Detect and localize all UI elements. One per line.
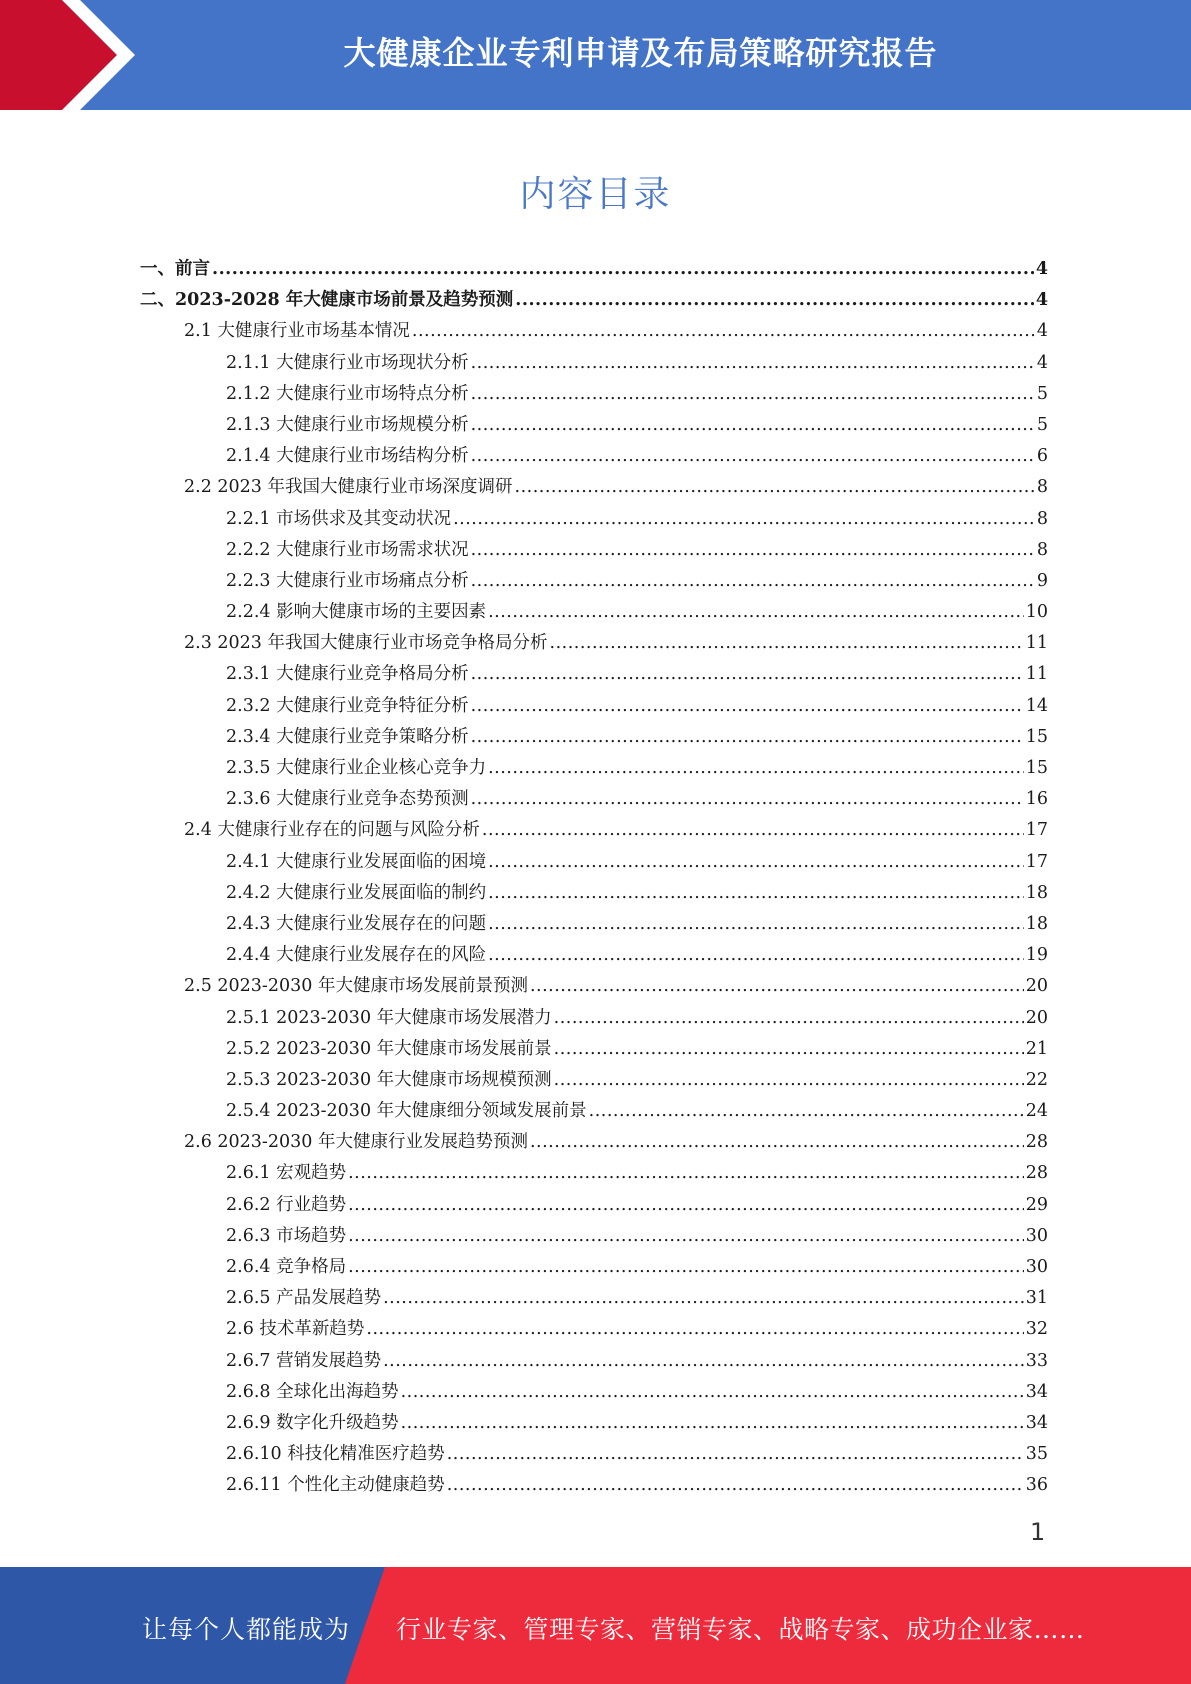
toc-entry-label: 2.5.4 2023-2030 年大健康细分领域发展前景 — [226, 1101, 587, 1122]
toc-entry[interactable] — [140, 910, 1048, 941]
toc-entry-page: 4 — [1036, 352, 1048, 373]
toc-entry[interactable] — [140, 1347, 1048, 1378]
toc-leader-dots — [550, 633, 1024, 653]
toc-leader-dots — [554, 1070, 1024, 1090]
toc-entry[interactable] — [140, 598, 1048, 629]
toc-leader-dots — [383, 1288, 1024, 1308]
toc-entry-label: 2.3.5 大健康行业企业核心竞争力 — [226, 758, 487, 778]
page-number: 1 — [1030, 1518, 1046, 1546]
toc-entry-label: 2.4 大健康行业存在的问题与风险分析 — [184, 820, 480, 841]
toc-entry-label: 2.4.1 大健康行业发展面临的困境 — [226, 851, 487, 872]
toc-entry[interactable] — [140, 286, 1048, 317]
toc-entry-page: 21 — [1025, 1038, 1048, 1059]
toc-leader-dots — [412, 321, 1035, 341]
toc-entry-page: 15 — [1025, 758, 1048, 778]
toc-entry[interactable] — [140, 848, 1048, 879]
toc-leader-dots — [471, 446, 1035, 466]
toc-entry-page: 4 — [1035, 259, 1048, 279]
toc-entry[interactable] — [140, 1222, 1048, 1253]
toc-leader-dots — [366, 1319, 1023, 1339]
toc-entry-label: 2.6.9 数字化升级趋势 — [226, 1412, 399, 1433]
toc-entry-label: 2.3.1 大健康行业竞争格局分析 — [226, 664, 469, 685]
toc-leader-dots — [348, 1257, 1024, 1277]
toc-entry-label: 2.6.3 市场趋势 — [226, 1225, 347, 1246]
toc-entry-page: 11 — [1025, 633, 1048, 654]
toc-leader-dots — [401, 1382, 1024, 1402]
toc-entry-label: 2.6 技术革新趋势 — [226, 1319, 365, 1340]
toc-entry-label: 2.6.8 全球化出海趋势 — [226, 1381, 399, 1402]
toc-entry[interactable] — [140, 1378, 1048, 1409]
toc-entry-page: 5 — [1036, 414, 1048, 435]
toc-entry-page: 6 — [1036, 446, 1048, 467]
toc-entry-label: 2.5.1 2023-2030 年大健康市场发展潜力 — [226, 1007, 552, 1028]
toc-entry[interactable] — [140, 536, 1048, 567]
toc-entry[interactable] — [140, 380, 1048, 411]
toc-entry-label: 2.6.4 竞争格局 — [226, 1257, 347, 1277]
toc-leader-dots — [401, 1413, 1024, 1433]
toc-entry-label: 2.2.3 大健康行业市场痛点分析 — [226, 570, 469, 591]
toc-entry-page: 4 — [1036, 321, 1048, 342]
toc-leader-dots — [447, 1444, 1024, 1464]
toc-entry-label: 2.5 2023-2030 年大健康市场发展前景预测 — [184, 976, 528, 997]
toc-entry-label: 2.1.2 大健康行业市场特点分析 — [226, 383, 469, 404]
toc-entry[interactable] — [140, 1409, 1048, 1440]
toc-entry-label: 2.2.2 大健康行业市场需求状况 — [226, 539, 469, 560]
toc-leader-dots — [471, 353, 1035, 373]
toc-entry[interactable] — [140, 411, 1048, 442]
toc-entry-page: 24 — [1025, 1101, 1048, 1122]
toc-entry-page: 28 — [1025, 1163, 1048, 1184]
toc-entry-label: 2.6 2023-2030 年大健康行业发展趋势预测 — [184, 1132, 528, 1153]
toc-entry-label: 2.3.2 大健康行业竞争特征分析 — [226, 695, 469, 716]
toc-entry-label: 2.4.3 大健康行业发展存在的问题 — [226, 913, 487, 934]
toc-entry[interactable] — [140, 1097, 1048, 1128]
toc-entry[interactable] — [140, 879, 1048, 910]
toc-leader-dots — [471, 540, 1035, 560]
toc-entry-page: 8 — [1036, 539, 1048, 560]
toc-entry-page: 18 — [1025, 913, 1048, 934]
toc-entry-page: 34 — [1025, 1412, 1048, 1433]
toc-leader-dots — [515, 477, 1035, 497]
toc-entry[interactable] — [140, 785, 1048, 816]
toc-entry[interactable] — [140, 692, 1048, 723]
toc-leader-dots — [453, 509, 1035, 529]
toc-entry-label: 2.3.6 大健康行业竞争态势预测 — [226, 789, 469, 810]
toc-entry[interactable] — [140, 255, 1048, 286]
toc-leader-dots — [447, 1475, 1024, 1495]
toc-leader-dots — [212, 259, 1034, 279]
toc-entry-label: 2.2.1 市场供求及其变动状况 — [226, 508, 452, 529]
toc-entry-label: 2.5.2 2023-2030 年大健康市场发展前景 — [226, 1038, 552, 1059]
toc-entry[interactable] — [140, 1159, 1048, 1190]
toc-entry-page: 20 — [1025, 976, 1048, 997]
toc-leader-dots — [471, 664, 1024, 684]
toc-entry[interactable] — [140, 1035, 1048, 1066]
toc-entry-page: 28 — [1025, 1132, 1048, 1153]
toc-entry[interactable] — [140, 1440, 1048, 1471]
toc-entry-page: 11 — [1025, 664, 1048, 685]
table-of-contents — [140, 255, 1048, 1503]
toc-entry[interactable] — [140, 1128, 1048, 1159]
toc-leader-dots — [482, 820, 1024, 840]
toc-entry-page: 32 — [1025, 1319, 1048, 1340]
toc-entry-label: 2.6.11 个性化主动健康趋势 — [226, 1475, 445, 1496]
toc-entry-label: 二、2023-2028 年大健康市场前景及趋势预测 — [140, 290, 514, 311]
toc-entry-label: 一、前言 — [140, 259, 210, 279]
toc-leader-dots — [348, 1195, 1024, 1215]
header-band — [0, 0, 1191, 110]
toc-entry[interactable] — [140, 567, 1048, 598]
toc-leader-dots — [554, 1008, 1024, 1028]
footer-slogan-right: 行业专家、管理专家、营销专家、战略专家、成功企业家…… — [396, 1615, 1085, 1644]
toc-entry-page: 31 — [1025, 1288, 1048, 1309]
toc-entry-page: 19 — [1025, 945, 1048, 966]
toc-leader-dots — [471, 384, 1035, 404]
toc-entry-label: 2.3 2023 年我国大健康行业市场竞争格局分析 — [184, 633, 548, 654]
report-title: 大健康企业专利申请及布局策略研究报告 — [343, 34, 938, 72]
toc-entry-label: 2.6.7 营销发展趋势 — [226, 1350, 382, 1371]
toc-entry-page: 30 — [1025, 1257, 1048, 1277]
toc-entry-page: 17 — [1025, 820, 1048, 841]
toc-entry-page: 20 — [1025, 1007, 1048, 1028]
toc-leader-dots — [348, 1163, 1024, 1183]
toc-entry-page: 22 — [1025, 1069, 1048, 1090]
footer-band — [0, 1567, 1191, 1684]
toc-entry[interactable] — [140, 660, 1048, 691]
toc-leader-dots — [488, 602, 1024, 622]
toc-leader-dots — [488, 945, 1024, 965]
toc-entry-page: 34 — [1025, 1381, 1048, 1402]
toc-entry-label: 2.1.1 大健康行业市场现状分析 — [226, 352, 469, 373]
toc-entry-label: 2.4.2 大健康行业发展面临的制约 — [226, 882, 487, 903]
toc-entry-label: 2.1.3 大健康行业市场规模分析 — [226, 414, 469, 435]
toc-leader-dots — [471, 789, 1024, 809]
toc-entry-page: 15 — [1025, 726, 1048, 747]
toc-entry[interactable] — [140, 1004, 1048, 1035]
toc-entry[interactable] — [140, 1253, 1048, 1284]
toc-entry[interactable] — [140, 816, 1048, 847]
toc-entry[interactable] — [140, 1191, 1048, 1222]
toc-entry-label: 2.4.4 大健康行业发展存在的风险 — [226, 945, 487, 966]
toc-entry-page: 33 — [1025, 1350, 1048, 1371]
toc-entry[interactable] — [140, 941, 1048, 972]
toc-entry-page: 35 — [1025, 1444, 1048, 1465]
toc-entry[interactable] — [140, 349, 1048, 380]
toc-leader-dots — [515, 290, 1034, 310]
toc-heading: 内容目录 — [519, 174, 672, 215]
toc-entry[interactable] — [140, 1066, 1048, 1097]
toc-leader-dots — [471, 571, 1035, 591]
toc-entry-label: 2.6.10 科技化精准医疗趋势 — [226, 1444, 445, 1465]
toc-leader-dots — [348, 1226, 1024, 1246]
toc-leader-dots — [471, 415, 1035, 435]
toc-entry[interactable] — [140, 754, 1048, 785]
toc-leader-dots — [383, 1351, 1024, 1371]
toc-entry[interactable] — [140, 972, 1048, 1003]
toc-entry[interactable] — [140, 1315, 1048, 1346]
toc-entry-page: 36 — [1025, 1475, 1048, 1496]
toc-entry-label: 2.1 大健康行业市场基本情况 — [184, 321, 410, 342]
toc-entry-label: 2.6.1 宏观趋势 — [226, 1163, 347, 1184]
toc-entry[interactable] — [140, 442, 1048, 473]
toc-leader-dots — [530, 976, 1024, 996]
toc-leader-dots — [488, 852, 1024, 872]
toc-entry[interactable] — [140, 473, 1048, 504]
toc-entry[interactable] — [140, 505, 1048, 536]
toc-entry[interactable] — [140, 1471, 1048, 1502]
toc-leader-dots — [471, 696, 1024, 716]
toc-leader-dots — [589, 1101, 1024, 1121]
toc-entry-label: 2.3.4 大健康行业竞争策略分析 — [226, 726, 469, 747]
toc-leader-dots — [488, 758, 1024, 778]
toc-leader-dots — [530, 1132, 1024, 1152]
toc-entry-page: 29 — [1025, 1194, 1048, 1215]
toc-entry-label: 2.1.4 大健康行业市场结构分析 — [226, 446, 469, 467]
toc-entry-page: 30 — [1025, 1225, 1048, 1246]
toc-entry[interactable] — [140, 723, 1048, 754]
toc-entry-page: 10 — [1025, 602, 1048, 623]
toc-entry-label: 2.6.5 产品发展趋势 — [226, 1288, 382, 1309]
toc-entry-label: 2.2 2023 年我国大健康行业市场深度调研 — [184, 477, 513, 498]
toc-entry-page: 16 — [1025, 789, 1048, 810]
toc-entry[interactable] — [140, 629, 1048, 660]
toc-entry[interactable] — [140, 317, 1048, 348]
toc-entry-label: 2.2.4 影响大健康市场的主要因素 — [226, 602, 487, 623]
toc-leader-dots — [488, 914, 1024, 934]
toc-leader-dots — [488, 883, 1024, 903]
toc-entry[interactable] — [140, 1284, 1048, 1315]
toc-entry-page: 17 — [1025, 851, 1048, 872]
toc-entry-page: 8 — [1036, 477, 1048, 498]
toc-entry-label: 2.5.3 2023-2030 年大健康市场规模预测 — [226, 1069, 552, 1090]
toc-entry-page: 18 — [1025, 882, 1048, 903]
toc-entry-page: 8 — [1036, 508, 1048, 529]
toc-leader-dots — [554, 1039, 1024, 1059]
footer-slogan-left: 让每个人都能成为 — [142, 1615, 351, 1644]
toc-entry-page: 14 — [1025, 695, 1048, 716]
toc-entry-page: 4 — [1035, 290, 1048, 311]
toc-leader-dots — [471, 727, 1024, 747]
toc-entry-label: 2.6.2 行业趋势 — [226, 1194, 347, 1215]
toc-entry-page: 5 — [1036, 383, 1048, 404]
toc-entry-page: 9 — [1036, 570, 1048, 591]
